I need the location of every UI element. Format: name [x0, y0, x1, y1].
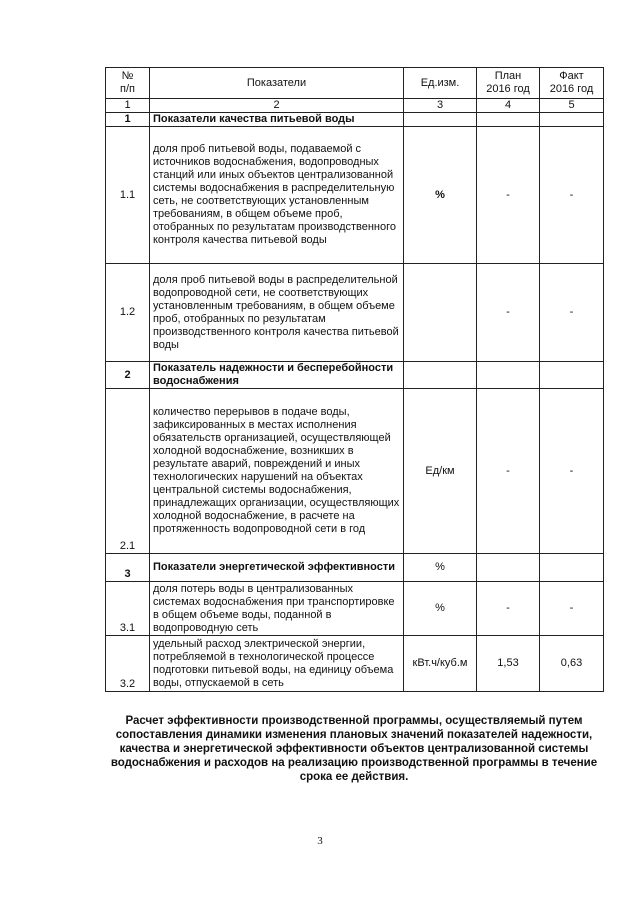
header-num: № п/п: [106, 68, 150, 99]
table-row: [106, 636, 604, 692]
table-row: [106, 389, 604, 554]
table-row: [106, 554, 604, 582]
row-fact: -: [540, 264, 604, 362]
row-fact: -: [540, 389, 604, 554]
col-index-1: 1: [106, 99, 150, 113]
row-desc: доля проб питьевой воды в распределительной водопроводной сети, не соответствующих установленным требованиям, в общем объеме проб, отобранных по результатам производственного контроля качества питьевой воды: [150, 264, 404, 362]
row-desc: Показатель надежности и бесперебойности водоснабжения: [150, 362, 404, 389]
col-index-3: 3: [404, 99, 477, 113]
row-plan: -: [477, 264, 540, 362]
header-fact: Факт 2016 год: [540, 68, 604, 99]
row-desc: доля проб питьевой воды, подаваемой с источников водоснабжения, водопроводных станций или иных объектов централизованной системы водоснабжения в распределительную сеть, не соответствующих установленным требованиям, в общем объеме проб, отобранных по результатам производственного контроля качества питьевой воды: [150, 127, 404, 264]
row-fact: [540, 362, 604, 389]
row-num: 1.1: [106, 127, 150, 264]
row-desc: Показатели качества питьевой воды: [150, 113, 404, 127]
row-num: 2.1: [106, 389, 150, 554]
row-desc: количество перерывов в подаче воды, зафиксированных в местах исполнения обязательств организацией, осуществляющей холодной водоснабжение, возникших в результате аварий, повреждений и иных технологических нарушений на объектах центральной системы водоснабжения, принадлежащих организации, осуществляющих холодной водоснабжение, в расчете на протяженность водопроводной сети в год: [150, 389, 404, 554]
row-unit: [404, 362, 477, 389]
row-unit: %: [404, 554, 477, 582]
row-num: 2: [106, 362, 150, 389]
row-plan: 1,53: [477, 636, 540, 692]
table-header-row: [106, 68, 604, 99]
row-num: 3.2: [106, 636, 150, 692]
indicators-table: [105, 67, 604, 692]
col-index-5: 5: [540, 99, 604, 113]
table-row: [106, 362, 604, 389]
header-plan: План 2016 год: [477, 68, 540, 99]
row-fact: [540, 113, 604, 127]
row-num: 3: [106, 554, 150, 582]
col-index-4: 4: [477, 99, 540, 113]
column-index-row: [106, 99, 604, 113]
row-unit: %: [404, 582, 477, 636]
row-fact: [540, 554, 604, 582]
summary-paragraph: Расчет эффективности производственной программы, осуществляемый путем сопоставления динамики изменения плановых значений показателей надежности, качества и энергетической эффективности объектов централизованной системы водоснабжения и расходов на реализацию производственной программы в течение срока ее действия.: [110, 715, 598, 783]
row-fact: -: [540, 127, 604, 264]
page-number: 3: [317, 835, 323, 847]
row-num: 1.2: [106, 264, 150, 362]
row-plan: [477, 113, 540, 127]
row-num: 1: [106, 113, 150, 127]
row-plan: -: [477, 389, 540, 554]
header-unit: Ед.изм.: [404, 68, 477, 99]
row-plan: -: [477, 582, 540, 636]
row-plan: -: [477, 127, 540, 264]
row-unit: кВт.ч/куб.м: [404, 636, 477, 692]
table-row: [106, 582, 604, 636]
row-fact: 0,63: [540, 636, 604, 692]
row-fact: -: [540, 582, 604, 636]
row-unit: Ед/км: [404, 389, 477, 554]
row-unit: [404, 113, 477, 127]
col-index-2: 2: [150, 99, 404, 113]
header-indicator: Показатели: [150, 68, 404, 99]
row-num: 3.1: [106, 582, 150, 636]
row-desc: удельный расход электрической энергии, потребляемой в технологической процессе подготовки питьевой воды, на единицу объема воды, отпускаемой в сеть: [150, 636, 404, 692]
row-plan: [477, 362, 540, 389]
row-unit: [404, 264, 477, 362]
row-desc: доля потерь воды в централизованных системах водоснабжения при транспортировке в общем объеме воды, поданной в водопроводную сеть: [150, 582, 404, 636]
row-desc: Показатели энергетической эффективности: [150, 554, 404, 582]
table-row: [106, 127, 604, 264]
table-row: [106, 264, 604, 362]
table-row: [106, 113, 604, 127]
row-plan: [477, 554, 540, 582]
row-unit: %: [404, 127, 477, 264]
